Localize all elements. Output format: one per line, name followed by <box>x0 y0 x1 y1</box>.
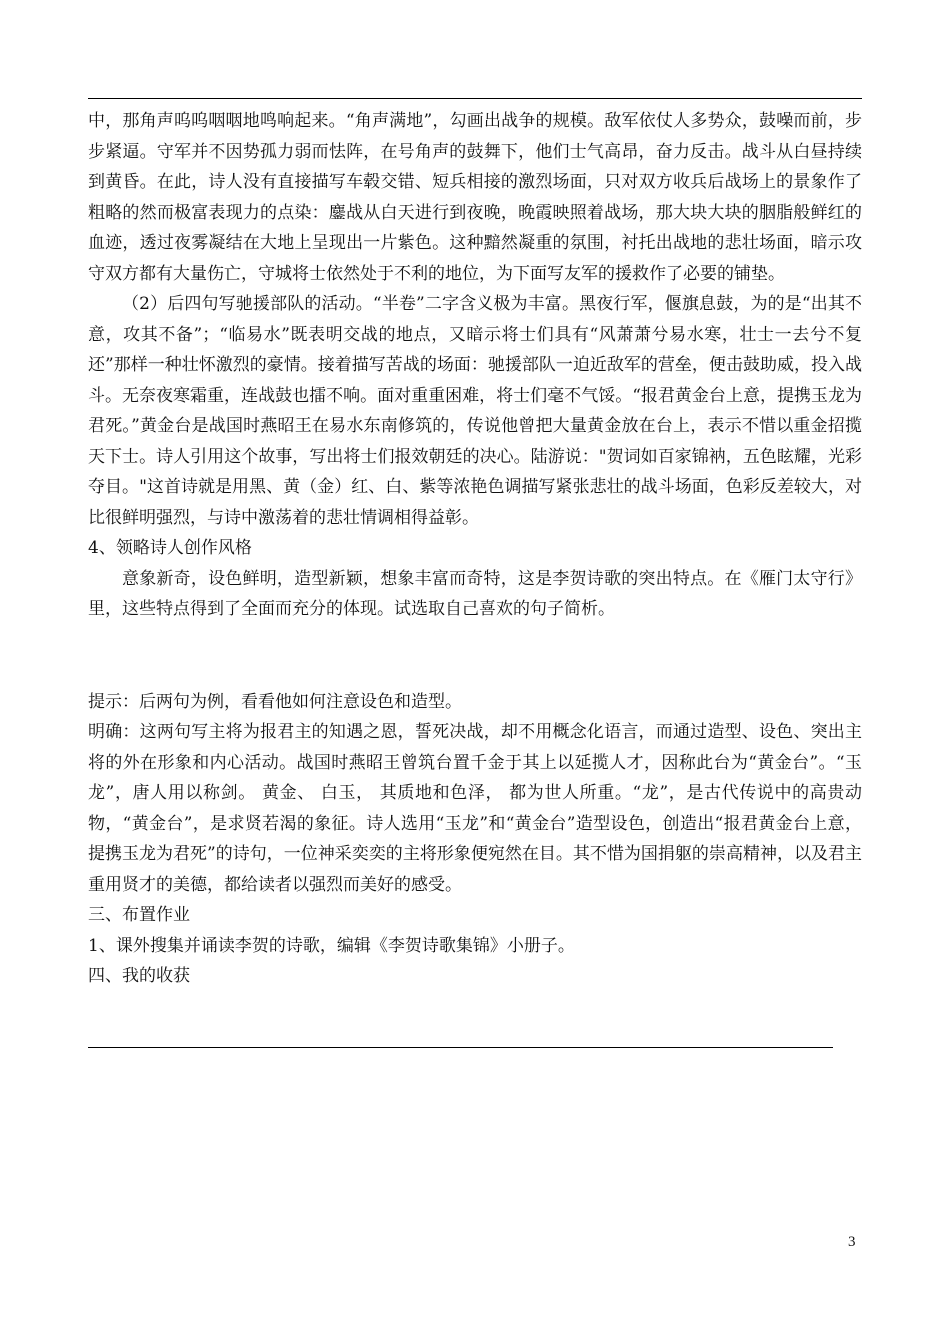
document-body <box>88 106 862 992</box>
paragraph-style-task: 意象新奇，设色鲜明，造型新颖，想象丰富而奇特，这是李贺诗歌的突出特点。在《雁门太守行》里，这些特点得到了全面而充分的体现。试选取自己喜欢的句子简析。 <box>88 568 862 619</box>
paragraph-battle-description: 中，那角声呜呜咽咽地鸣响起来。“角声满地”，勾画出战争的规模。敌军依仗人多势众，鼓噪而前，步步紧逼。守军并不因势孤力弱而怯阵，在号角声的鼓舞下，他们士气高昂，奋力反击。战斗从白昼持续到黄昏。在此，诗人没有直接描写车毂交错、短兵相接的激烈场面，只对双方收兵后战场上的景象作了粗略的然而极富表现力的点染：鏖战从白天进行到夜晚，晚霞映照着战场，那大块大块的胭脂般鲜红的血迹，透过夜雾凝结在大地上呈现出一片紫色。这种黯然凝重的氛围，衬托出战地的悲壮场面，暗示攻守双方都有大量伤亡，守城将士依然处于不利的地位，为下面写友军的援救作了必要的铺垫。 <box>88 111 862 284</box>
paragraph-hint: 提示：后两句为例，看看他如何注意设色和造型。 <box>88 691 462 712</box>
section-heading-gains: 四、我的收获 <box>88 966 190 986</box>
answer-line <box>88 1047 833 1048</box>
blank-answer-space <box>88 625 862 687</box>
page-number: 3 <box>848 1234 856 1250</box>
top-rule-line <box>88 98 862 99</box>
paragraph-homework-item: 1、课外搜集并诵读李贺的诗歌，编辑《李贺诗歌集锦》小册子。 <box>88 935 575 956</box>
section-heading-homework: 三、布置作业 <box>88 905 190 925</box>
paragraph-clarification: 明确：这两句写主将为报君主的知遇之恩，誓死决战，却不用概念化语言，而通过造型、设色、突出主将的外在形象和内心活动。战国时燕昭王曾筑台置千金于其上以延揽人才，因称此台为“黄金台”。“玉龙”，唐人用以称剑。 黄金、 白玉， 其质地和色泽， 都为世人所重。“龙”，是古代传说中的高贵动物，“黄金台”，是求贤若渴的象征。诗人选用“玉龙”和“黄金台”造型设色，创造出“报君黄金台上意，提携玉龙为君死”的诗句，一位神采奕奕的主将形象便宛然在目。其不惜为国捐躯的崇高精神，以及君主重用贤才的美德，都给读者以强烈而美好的感受。 <box>88 722 862 895</box>
section-heading-style: 4、领略诗人创作风格 <box>88 538 252 558</box>
paragraph-rescue-troops: （2）后四句写驰援部队的活动。“半卷”二字含义极为丰富。黑夜行军，偃旗息鼓，为的是“出其不意，攻其不备”；“临易水”既表明交战的地点，又暗示将士们具有“风萧萧兮易水寒，壮士一去兮不复还”那样一种壮怀激烈的豪情。接着描写苦战的场面：驰援部队一迫近敌军的营垒，便击鼓助威，投入战斗。无奈夜寒霜重，连战鼓也擂不响。面对重重困难，将士们毫不气馁。“报君黄金台上意，提携玉龙为君死。”黄金台是战国时燕昭王在易水东南修筑的，传说他曾把大量黄金放在台上，表示不惜以重金招揽天下士。诗人引用这个故事，写出将士们报效朝廷的决心。陆游说："贺词如百家锦衲，五色眩耀，光彩夺目。"这首诗就是用黑、黄（金）红、白、紫等浓艳色调描写紧张悲壮的战斗场面，色彩反差较大，对比很鲜明强烈，与诗中激荡着的悲壮情调相得益彰。 <box>88 294 862 528</box>
